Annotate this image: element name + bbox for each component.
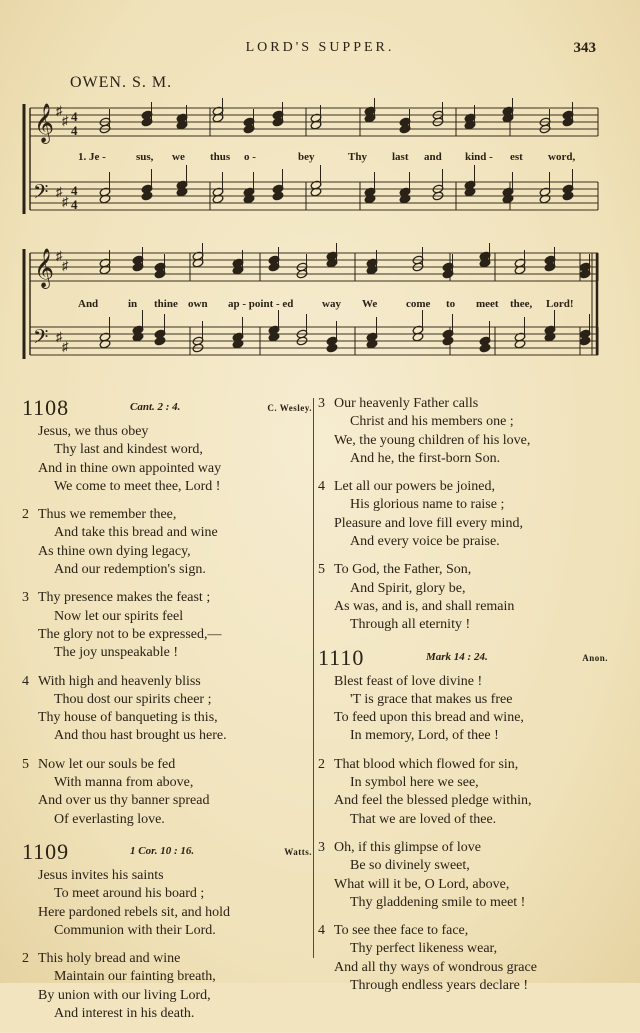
verse-text: Thy house of banqueting is this, [38,710,218,726]
verse-text: To meet around his board ; [54,886,205,902]
running-head: LORD'S SUPPER. [245,40,395,55]
verse-line [22,756,312,774]
stanza-number: 5 [22,756,29,772]
verse-line [22,727,312,745]
verse-text: That we are loved of thee. [350,811,497,827]
lyric-syllable: to [446,298,456,310]
stanza [318,839,608,912]
verse-text: Jesus, we thus obey [38,424,149,439]
verse-text: Thy presence makes the feast ; [38,590,211,606]
verse-text: In symbol here we see, [350,775,479,791]
lyric-syllable: way [322,298,341,310]
verse-line [22,543,312,561]
stanza-number: 3 [318,839,325,855]
verse-line [22,478,312,496]
lyric-syllable: last [392,151,409,163]
stanza-number: 2 [318,756,325,772]
sharp-icon: ♯ [62,113,69,128]
page-number: 343 [573,40,596,56]
verse-text: As thine own dying legacy, [38,543,191,559]
stanza [22,950,312,1023]
verse-line [318,450,608,468]
lyric-syllable: own [188,298,208,310]
music-score [20,90,610,380]
verse-line [318,876,608,894]
verse-text: And he, the first-born Son. [350,450,501,466]
stanza [318,673,608,746]
verse-text: As was, and is, and shall remain [334,598,515,614]
lyric-syllable: Thy [348,151,367,163]
lyric-syllable: thus [210,151,231,163]
sharp-icon: ♯ [62,194,69,209]
sharp-icon: ♯ [56,329,63,344]
hymn-number: 1108 [22,395,70,420]
verse-line [318,478,608,496]
treble-clef: 𝄞 [34,248,55,288]
verse-text: This holy bread and wine [38,951,181,967]
stanza-number: 5 [318,562,325,578]
verse-line [22,1005,312,1023]
sharp-icon: ♯ [62,339,69,354]
time-signature-digit: 4 [71,123,78,138]
bass-note [442,336,454,346]
lyric-syllable: word, [548,151,576,163]
verse-line [22,673,312,691]
lyric-syllable: thine [154,298,178,310]
verse-text: Pleasure and love fill every mind, [334,515,523,531]
verse-line [318,811,608,829]
verse-text: Through endless years declare ! [350,978,529,994]
bass-note [479,343,491,353]
hymn-header [22,395,312,421]
verse-line [22,524,312,542]
bass-clef: 𝄢 [33,325,49,353]
verse-text: And every voice be praise. [350,534,500,550]
verse-line [22,506,312,524]
verse-text: Thou dost our spirits cheer ; [54,691,212,707]
verse-line [318,395,608,413]
lyric-syllable: Lord! [546,298,574,310]
hymn-1108 [22,395,312,829]
bass-note [141,191,153,201]
stanza [22,589,312,662]
bass-note [579,336,591,346]
stanza-number: 4 [22,673,29,689]
lyric-syllable: We [362,298,378,310]
verse-line [22,561,312,579]
scripture-reference: Mark 14 : 24. [426,650,488,663]
stanza [22,756,312,829]
verse-line [318,691,608,709]
verse-text: Thy perfect likeness wear, [350,941,498,957]
stanza-number: 3 [22,590,29,606]
lyric-syllable: est [510,151,523,163]
hymn-1109-continued [318,395,608,635]
hymn-header [318,645,608,671]
verse-text: Through all eternity ! [350,617,471,633]
verse-text: Let all our powers be joined, [334,479,495,495]
verse-line [318,839,608,857]
column-divider [313,398,314,958]
verse-text: His glorious name to raise ; [350,497,505,513]
stanza [318,561,608,634]
tune-name: OWEN. S. M. [70,74,173,91]
verse-line [318,977,608,995]
verse-text: Thus we remember thee, [38,507,177,523]
verse-text: Here pardoned rebels sit, and hold [38,904,231,920]
stanza [22,423,312,496]
verse-line [318,432,608,450]
bass-note [326,343,338,353]
verse-line [318,959,608,977]
lyric-syllable: meet [476,298,499,310]
verse-text: And interest in his death. [54,1006,195,1022]
verse-text: To God, the Father, Son, [334,562,472,578]
stanza [318,756,608,829]
verse-text: To see thee face to face, [334,923,469,939]
verse-line [318,792,608,810]
verse-line [22,626,312,644]
scripture-reference: 1 Cor. 10 : 16. [130,844,195,857]
sharp-icon: ♯ [56,103,63,118]
hymn-header [22,839,312,865]
verse-line [318,894,608,912]
verse-text: The glory not to be expressed,— [38,626,222,642]
verse-text: To feed upon this bread and wine, [334,710,524,726]
verse-line [318,533,608,551]
verse-line [318,496,608,514]
verse-line [22,904,312,922]
lyric-syllable: 1. Je - [78,151,106,163]
hymn-author: Watts. [284,846,312,857]
verse-line [22,691,312,709]
verse-line [22,922,312,940]
verse-text: Maintain our fainting breath, [54,969,216,985]
verse-text: And feel the blessed pledge within, [334,793,532,809]
verse-line [318,709,608,727]
verse-line [318,561,608,579]
left-column [22,395,312,1033]
scripture-reference: Cant. 2 : 4. [130,401,181,413]
verse-line [318,774,608,792]
verse-text: In memory, Lord, of thee ! [350,728,499,744]
verse-line [22,644,312,662]
sharp-icon: ♯ [56,184,63,199]
verse-line [22,709,312,727]
verse-text: Oh, if this glimpse of love [334,839,481,855]
verse-line [318,580,608,598]
lyric-syllable: bey [298,151,315,163]
verse-text: Communion with their Lord. [54,922,216,938]
verse-line [318,727,608,745]
verse-text: With manna from above, [54,775,194,791]
verse-line [22,460,312,478]
verse-line [22,423,312,441]
verse-text: Thy gladdening smile to meet ! [350,894,526,910]
treble-clef: 𝄞 [34,103,55,143]
sharp-icon: ♯ [62,258,69,273]
verse-line [318,857,608,875]
lyric-syllable: ap - point - ed [228,298,294,310]
verse-text: And in thine own appointed way [38,460,222,476]
verse-text: And all thy ways of wondrous grace [334,959,537,975]
lyric-syllable: come [406,298,431,310]
verse-text: That blood which flowed for sin, [334,756,519,772]
hymn-author: C. Wesley. [267,403,312,413]
bass-note [272,191,284,201]
verse-text: And our redemption's sign. [54,562,206,578]
verse-text: And Spirit, glory be, [350,580,466,596]
verse-line [318,922,608,940]
stanza [22,506,312,579]
stanza [22,867,312,940]
verse-text: Now let our spirits feel [54,608,184,624]
verse-text: We, the young children of his love, [334,432,531,448]
stanza [22,673,312,746]
verse-line [22,608,312,626]
verse-line [318,515,608,533]
stanza [318,478,608,551]
verse-line [22,792,312,810]
stanza-number: 4 [318,923,325,939]
verse-line [22,950,312,968]
verse-line [318,413,608,431]
hymn-author: Anon. [582,652,608,663]
verse-line [22,968,312,986]
verse-text: With high and heavenly bliss [38,673,201,689]
verse-line [318,598,608,616]
verse-text: Jesus invites his saints [38,867,164,883]
verse-text: Blest feast of love divine ! [334,673,483,689]
verse-text: Now let our souls be fed [38,756,176,772]
verse-text: Our heavenly Father calls [334,396,479,411]
verse-text: What will it be, O Lord, above, [334,876,510,892]
verse-text: And take this bread and wine [54,525,218,541]
stanza [318,922,608,995]
bass-clef: 𝄢 [33,180,49,208]
verse-line [22,867,312,885]
bass-note [154,336,166,346]
verse-line [22,774,312,792]
lyric-syllable: thee, [510,298,533,310]
verse-text: And thou hast brought us here. [54,728,227,744]
verse-line [318,616,608,634]
verse-line [318,673,608,691]
lyric-syllable: sus, [136,151,154,163]
verse-text: 'T is grace that makes us free [350,691,513,707]
stanza-number: 4 [318,479,325,495]
verse-line [318,756,608,774]
stanza-number: 2 [22,507,29,523]
bass-note [562,191,574,201]
verse-line [22,589,312,607]
verse-text: Christ and his members one ; [350,414,514,430]
verse-text: Be so divinely sweet, [350,858,470,874]
hymn-number: 1110 [318,644,365,670]
stanza-number: 3 [318,396,325,411]
verse-line [318,940,608,958]
verse-text: And over us thy banner spread [38,793,210,809]
time-signature-digit: 4 [71,109,78,124]
verse-line [22,987,312,1005]
lyric-syllable: kind - [465,151,493,163]
verse-line [22,885,312,903]
lyric-syllable: and [424,151,442,163]
verse-text: By union with our living Lord, [38,987,211,1003]
hymn-number: 1109 [22,838,70,864]
right-column [318,395,608,1005]
lyric-syllable: we [172,151,185,163]
time-signature-digit: 4 [71,197,78,212]
verse-line [22,441,312,459]
hymn-1110 [318,645,608,996]
lyric-syllable: in [128,298,138,310]
verse-text: Of everlasting love. [54,811,165,827]
sharp-icon: ♯ [56,248,63,263]
verse-line [22,811,312,829]
hymn-1109 [22,839,312,1023]
stanza [318,395,608,468]
time-signature-digit: 4 [71,183,78,198]
verse-text: Thy last and kindest word, [54,442,203,458]
verse-text: The joy unspeakable ! [54,645,179,661]
verse-text: We come to meet thee, Lord ! [54,478,221,494]
lyric-syllable: And [78,298,99,310]
stanza-number: 2 [22,951,29,967]
lyric-syllable: o - [244,151,256,163]
